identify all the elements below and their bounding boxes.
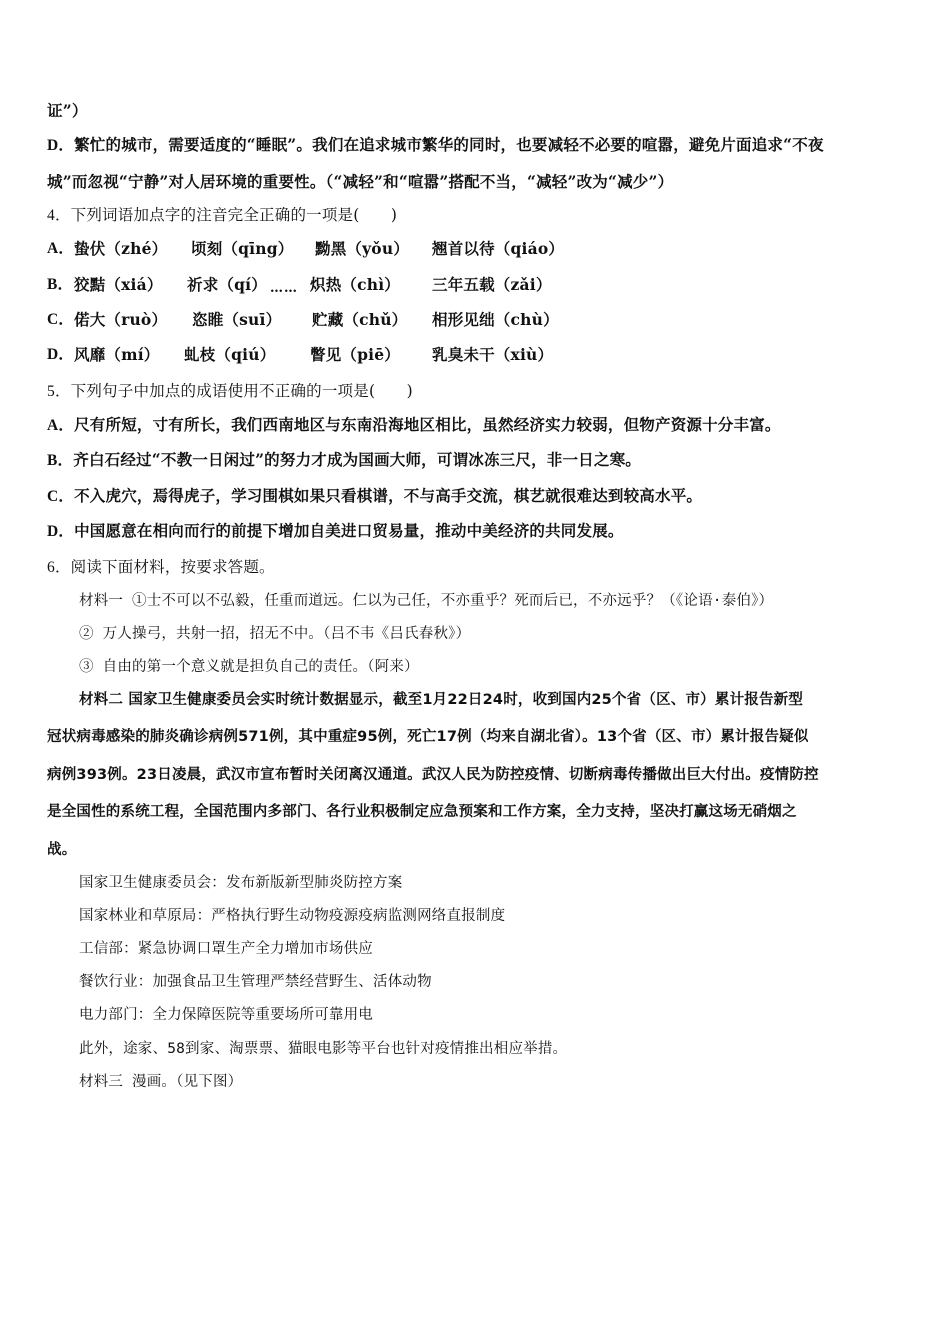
option-item: 狡黠（xiá） xyxy=(74,275,163,294)
option-item: 虬枝（qiú） xyxy=(184,345,276,364)
material-1-line1 xyxy=(79,590,773,612)
option-item: 炽热（chì） xyxy=(310,275,400,294)
option-item: 祈求（qí） xyxy=(187,275,267,294)
q4-option-c xyxy=(47,309,927,331)
material-text: 是全国性的系统工程，全国范围内多部门、各行业积极制定应急预案和工作方案，全力支持，坚决打赢这场无硝烟之 xyxy=(47,804,797,820)
list-item-text: 此外，途家、58到家、淘票票、猫眼电影等平台也针对疫情推出相应举措。 xyxy=(79,1041,568,1057)
list-item xyxy=(79,905,505,927)
option-letter: A． xyxy=(47,417,75,434)
material-2-line1 xyxy=(79,689,803,711)
q5-option-d xyxy=(47,520,624,543)
material-text: 材料二 国家卫生健康委员会实时统计数据显示，截至1月22日24时，收到国内25个省（区、市）累计报告新型 xyxy=(79,692,804,708)
list-item-text: 国家林业和草原局：严格执行野生动物疫源疫病监测网络直报制度 xyxy=(79,908,506,924)
material-text: 材料一 ①士不可以不弘毅，任重而道远。仁以为己任，不亦重乎？死而后已，不亦远乎？（《论语·泰伯》） xyxy=(79,593,774,609)
q4-option-b xyxy=(47,274,927,296)
option-letter: A． xyxy=(47,240,75,257)
option-text: 繁忙的城市，需要适度的“睡眠”。我们在追求城市繁华的同时，也要减轻不必要的喧嚣，避免片面追求“不夜 xyxy=(74,135,824,154)
option-text: 尺有所短，寸有所长，我们西南地区与东南沿海地区相比，虽然经济实力较弱，但物产资源十分丰富。 xyxy=(74,415,781,434)
emphasis-dots: …… xyxy=(270,281,298,296)
list-item xyxy=(79,1004,373,1026)
option-letter: D． xyxy=(47,523,75,540)
option-item: 翘首以待（qiáo） xyxy=(432,239,565,258)
material-1-line2 xyxy=(79,623,470,645)
list-item-text: 工信部：紧急协调口罩生产全力增加市场供应 xyxy=(79,941,373,957)
q5-option-b xyxy=(47,449,641,472)
material-2-line3 xyxy=(47,764,819,786)
prev-option-d-line2 xyxy=(47,171,673,193)
list-item xyxy=(79,872,402,894)
question-6-stem xyxy=(47,556,275,579)
q5-option-c xyxy=(47,485,702,508)
option-item: 蛰伏（zhé） xyxy=(74,239,168,258)
option-letter: C． xyxy=(47,311,75,328)
list-item-text: 电力部门：全力保障医院等重要场所可靠用电 xyxy=(79,1007,373,1023)
material-text: 材料三 漫画。（见下图） xyxy=(79,1074,243,1090)
question-number: 4． xyxy=(47,207,71,224)
material-1-line3 xyxy=(79,656,419,678)
option-item: 恣睢（suī） xyxy=(192,310,282,329)
list-item xyxy=(79,971,432,993)
list-item xyxy=(79,938,373,960)
material-2-line5 xyxy=(47,839,76,861)
material-3-line xyxy=(79,1071,242,1093)
option-text: 齐白石经过“不教一日闲过”的努力才成为国画大师，可谓冰冻三尺，非一日之寒。 xyxy=(73,450,641,469)
material-text: ② 万人操弓，共射一招，招无不中。（吕不韦《吕氏春秋》） xyxy=(79,626,471,642)
option-item: 相形见绌（chù） xyxy=(432,310,559,329)
question-text: 下列词语加点字的注音完全正确的一项是( ) xyxy=(70,206,398,224)
question-text: 阅读下面材料，按要求答题。 xyxy=(70,558,275,576)
question-number: 5． xyxy=(47,383,71,400)
q4-option-d xyxy=(47,344,927,366)
material-2-line4 xyxy=(47,801,797,823)
list-item xyxy=(79,1038,567,1060)
prev-option-d-line1 xyxy=(47,134,824,157)
question-4-stem xyxy=(47,204,397,227)
option-letter: B． xyxy=(47,452,74,469)
question-number: 6． xyxy=(47,559,71,576)
option-text: 中国愿意在相向而行的前提下增加自美进口贸易量，推动中美经济的共同发展。 xyxy=(74,521,624,540)
option-letter: D． xyxy=(47,137,75,154)
q4-option-a xyxy=(47,238,927,260)
continued-line xyxy=(47,100,88,122)
option-item: 三年五载（zǎi） xyxy=(432,275,552,294)
material-2-line2 xyxy=(47,726,809,748)
material-text: ③ 自由的第一个意义就是担负自己的责任。（阿来） xyxy=(79,659,419,675)
list-item-text: 国家卫生健康委员会：发布新版新型肺炎防控方案 xyxy=(79,875,403,891)
option-text-continued: 城”而忽视“宁静”对人居环境的重要性。（“减轻”和“喧嚣”搭配不当，“减轻”改为“减少”） xyxy=(47,172,674,191)
option-item: 瞥见（piē） xyxy=(310,345,400,364)
option-item: 黝黑（yǒu） xyxy=(315,239,410,258)
material-text: 冠状病毒感染的肺炎确诊病例571例，其中重症95例，死亡17例（均来自湖北省）。13个省（区、市）累计报告疑似 xyxy=(47,729,809,745)
material-text: 战。 xyxy=(47,842,77,858)
option-letter: B． xyxy=(47,276,74,293)
option-item: 乳臭未干（xiù） xyxy=(432,345,554,364)
option-letter: D． xyxy=(47,346,75,363)
option-item: 顷刻（qīng） xyxy=(191,239,294,258)
q5-option-a xyxy=(47,414,781,437)
option-item: 贮藏（chǔ） xyxy=(312,310,408,329)
option-text: 不入虎穴，焉得虎子，学习围棋如果只看棋谱，不与高手交流，棋艺就很难达到较高水平。 xyxy=(74,486,703,505)
material-text: 病例393例。23日凌晨，武汉市宣布暂时关闭离汉通道。武汉人民为防控疫情、切断病毒传播做出巨大付出。疫情防控 xyxy=(47,767,819,783)
option-letter: C． xyxy=(47,488,75,505)
option-item: 偌大（ruò） xyxy=(74,310,168,329)
question-text: 下列句子中加点的成语使用不正确的一项是( ) xyxy=(70,382,413,400)
list-item-text: 餐饮行业：加强食品卫生管理严禁经营野生、活体动物 xyxy=(79,974,432,990)
question-5-stem xyxy=(47,380,413,403)
option-item: 风靡（mí） xyxy=(74,345,160,364)
continued-text: 证”） xyxy=(47,101,88,120)
